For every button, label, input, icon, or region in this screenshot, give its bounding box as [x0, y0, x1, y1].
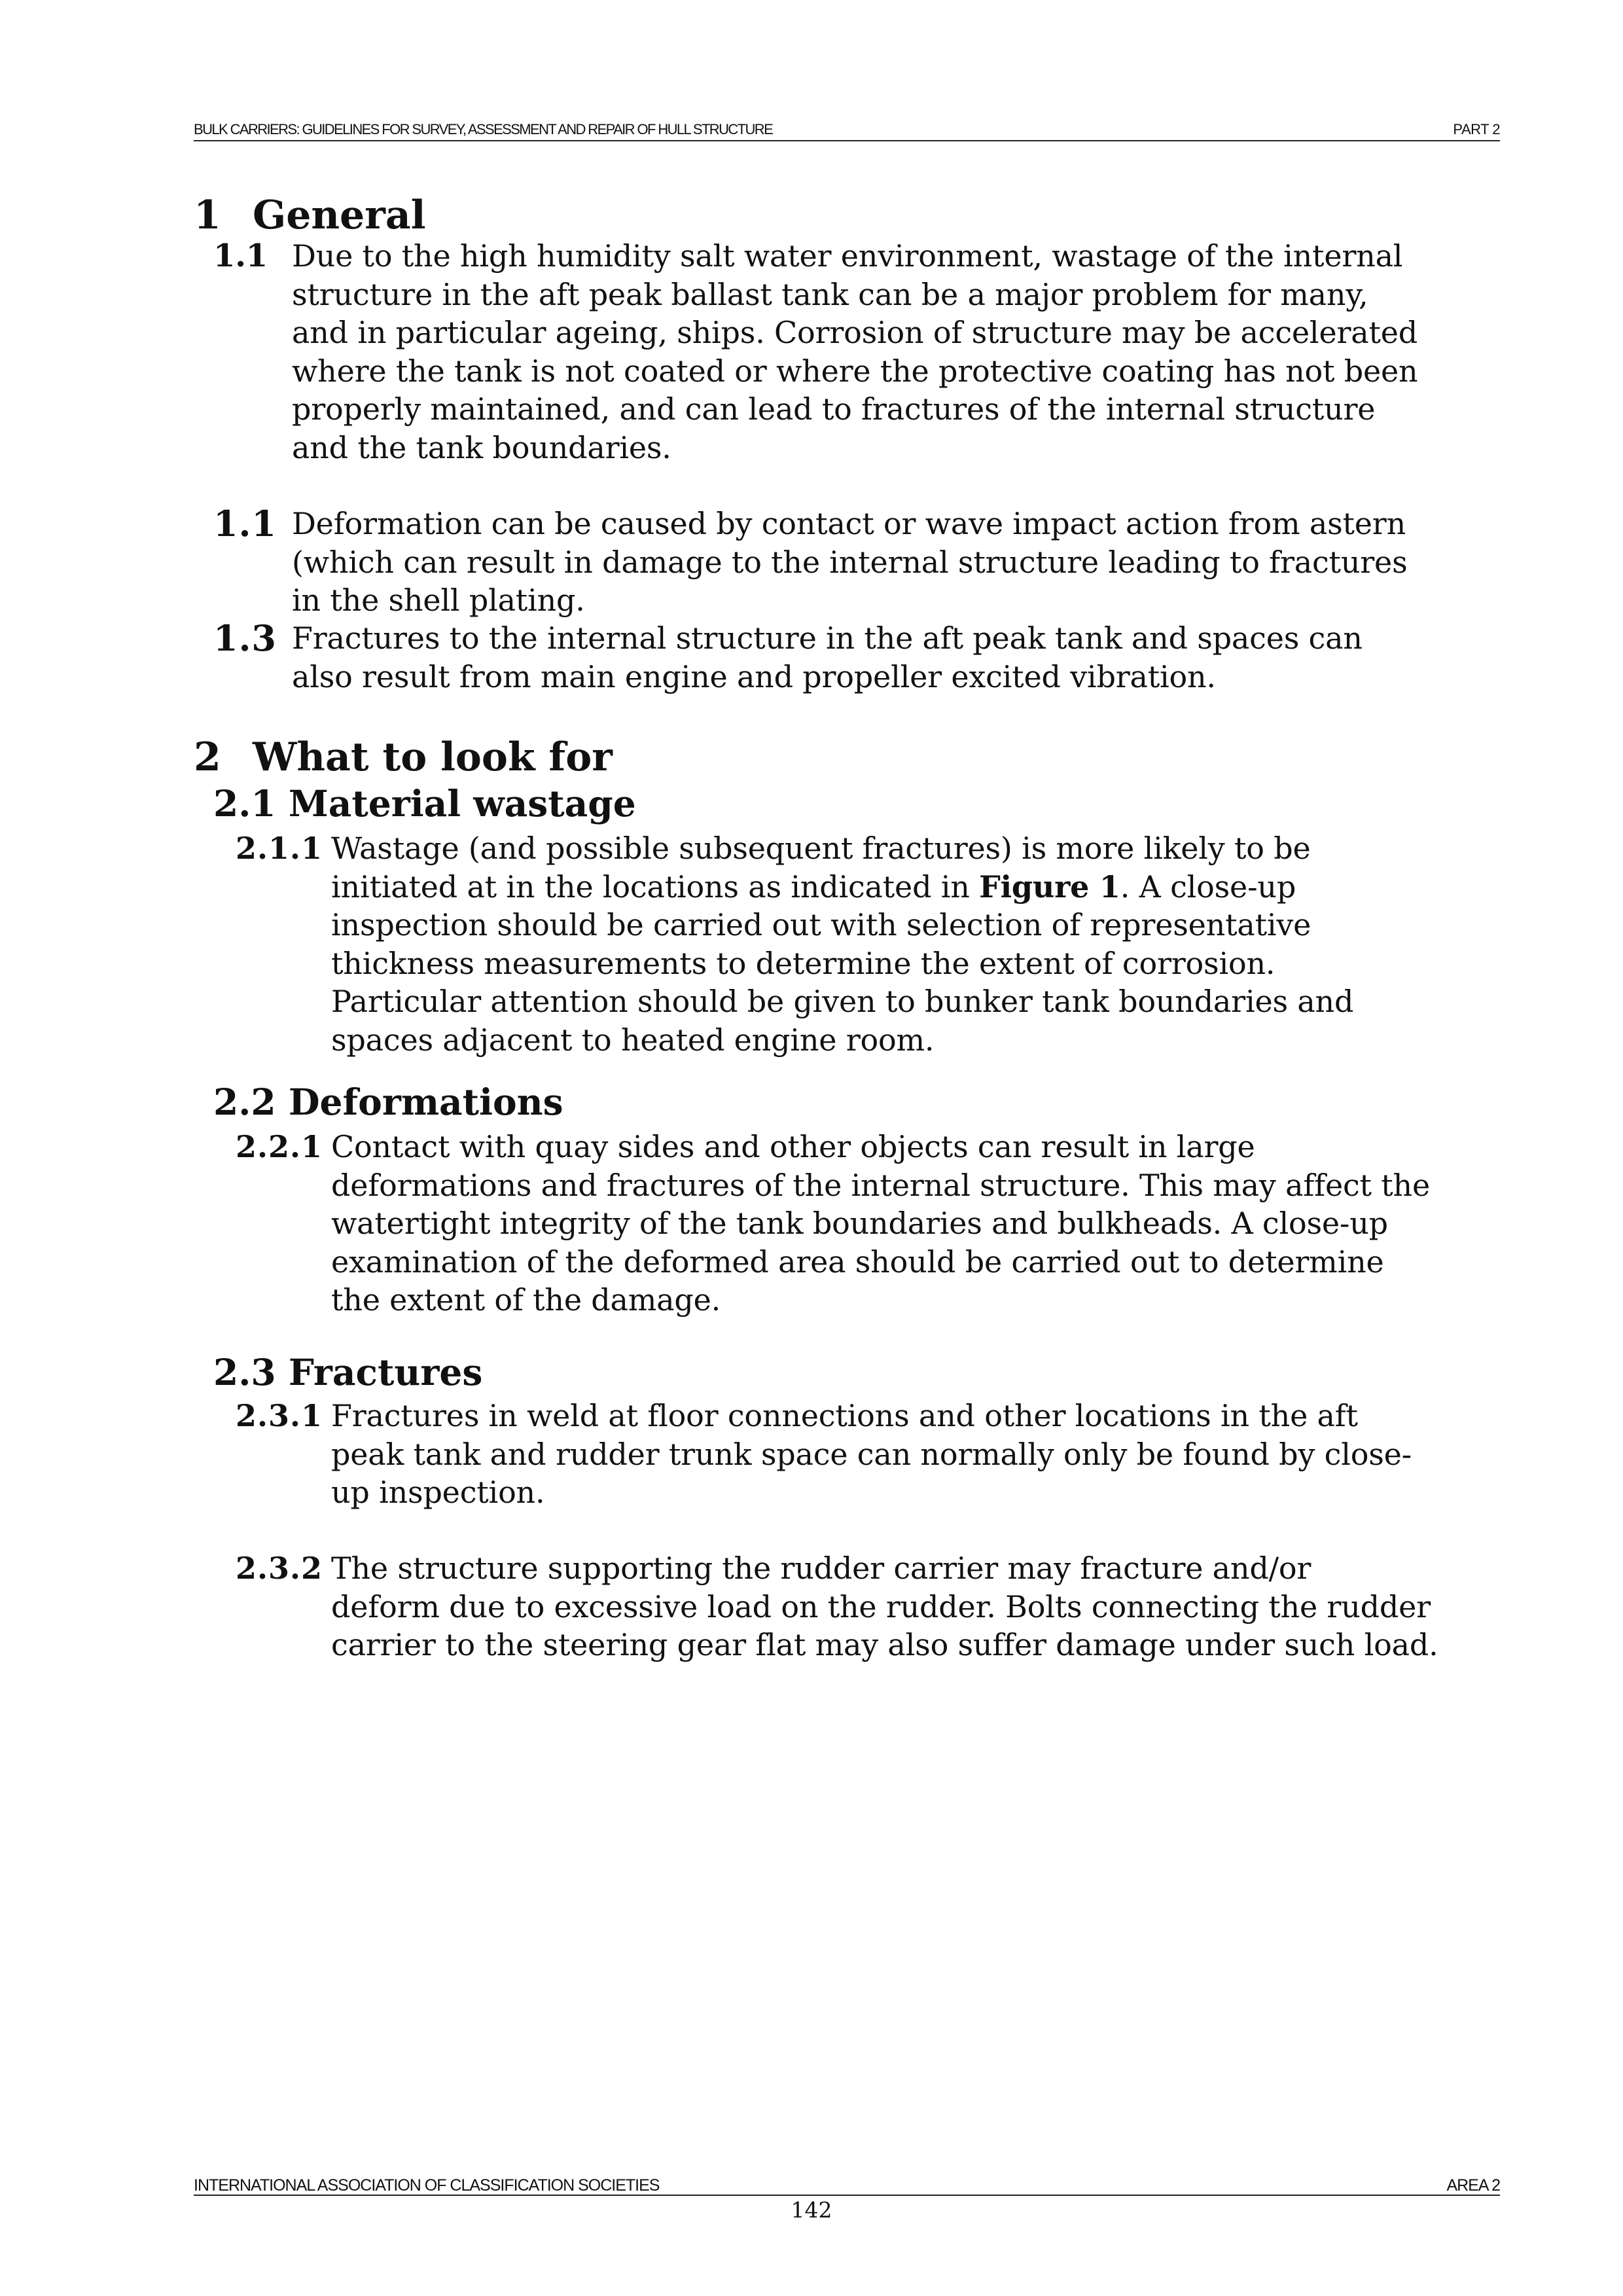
paragraph-line: (which can result in damage to the internal structure leading to fractures	[292, 544, 1408, 580]
section-title: General	[253, 192, 426, 238]
paragraph-number: 1.1	[213, 238, 268, 274]
paragraph-line: the extent of the damage.	[331, 1282, 721, 1318]
paragraph-2-3-1	[236, 1397, 1503, 1512]
section-title: What to look for	[253, 734, 613, 780]
header-title: BULK CARRIERS: GUIDELINES FOR SURVEY, ASSESSMENT AND REPAIR OF HULL STRUCTURE	[194, 121, 773, 137]
section-heading-what-to-look-for	[194, 734, 613, 780]
paragraph-line: also result from main engine and propeller excited vibration.	[292, 658, 1216, 694]
section-number: 1	[194, 192, 221, 238]
paragraph-2-1-1	[236, 829, 1503, 1059]
subsection-heading-deformations: 2.2 Deformations	[213, 1081, 563, 1123]
paragraph-2-3-2	[236, 1549, 1503, 1664]
paragraph-line: and in particular ageing, ships. Corrosion of structure may be accelerated	[292, 315, 1418, 350]
paragraph-line: thickness measurements to determine the extent of corrosion.	[331, 945, 1275, 981]
paragraph-line: Fractures to the internal structure in the aft peak tank and spaces can	[292, 620, 1363, 656]
footer-organisation: INTERNATIONAL ASSOCIATION OF CLASSIFICATION SOCIETIES	[194, 2176, 660, 2195]
paragraph-1-3	[213, 617, 1503, 696]
paragraph-1-1	[213, 237, 1503, 467]
paragraph-line: properly maintained, and can lead to fractures of the internal structure	[292, 391, 1376, 427]
section-heading-general	[194, 192, 426, 238]
footer-area: AREA 2	[1446, 2176, 1500, 2195]
paragraph-line: and the tank boundaries.	[292, 429, 671, 465]
paragraph-line: inspection should be carried out with selection of representative	[331, 907, 1311, 942]
paragraph-line: examination of the deformed area should be carried out to determine	[331, 1244, 1384, 1280]
paragraph-line: peak tank and rudder trunk space can normally only be found by close-	[331, 1436, 1412, 1472]
paragraph-number: 2.3.2	[236, 1551, 323, 1586]
subsection-heading-material-wastage: 2.1 Material wastage	[213, 782, 636, 825]
paragraph-line: Particular attention should be given to bunker tank boundaries and	[331, 984, 1354, 1019]
subsection-heading-fractures: 2.3 Fractures	[213, 1351, 483, 1393]
paragraph-number: 2.3.1	[236, 1398, 323, 1433]
paragraph-line: Contact with quay sides and other objects can result in large	[331, 1129, 1255, 1164]
paragraph-line: structure in the aft peak ballast tank can be a major problem for many,	[292, 276, 1368, 312]
paragraph-line: The structure supporting the rudder carrier may fracture and/or	[331, 1551, 1311, 1586]
running-header	[194, 122, 1500, 141]
paragraph-number: 1.3	[213, 617, 277, 659]
text-run: . A close-up	[1120, 869, 1296, 905]
text-run: initiated at in the locations as indicated in	[331, 869, 980, 905]
paragraph-line: watertight integrity of the tank boundaries and bulkheads. A close-up	[331, 1206, 1388, 1241]
page-number: 142	[791, 2197, 832, 2223]
section-number: 2	[194, 734, 221, 780]
paragraph-line: Due to the high humidity salt water environment, wastage of the internal	[292, 238, 1403, 274]
figure-reference: Figure 1	[979, 869, 1120, 905]
paragraph-line: up inspection.	[331, 1475, 545, 1510]
paragraph-line: deform due to excessive load on the rudder. Bolts connecting the rudder	[331, 1588, 1431, 1624]
paragraph-line: Wastage (and possible subsequent fractures) is more likely to be	[331, 831, 1311, 866]
header-part: PART 2	[1453, 121, 1500, 137]
paragraph-line: Fractures in weld at floor connections and other locations in the aft	[331, 1398, 1358, 1433]
running-footer	[194, 2176, 1500, 2196]
paragraph-line: spaces adjacent to heated engine room.	[331, 1022, 935, 1058]
paragraph-2-2-1	[236, 1128, 1503, 1319]
paragraph-number: 1.1	[213, 503, 277, 545]
paragraph-1-1-deformation	[213, 503, 1503, 620]
paragraph-line: deformations and fractures of the internal structure. This may affect the	[331, 1167, 1430, 1203]
paragraph-line: Deformation can be caused by contact or wave impact action from astern	[292, 506, 1406, 541]
paragraph-number: 2.2.1	[236, 1129, 323, 1164]
paragraph-line: carrier to the steering gear flat may also suffer damage under such load.	[331, 1627, 1438, 1662]
paragraph-line	[331, 868, 1503, 906]
paragraph-line: where the tank is not coated or where the protective coating has not been	[292, 353, 1418, 389]
paragraph-number: 2.1.1	[236, 831, 323, 866]
paragraph-line: in the shell plating.	[292, 583, 585, 618]
